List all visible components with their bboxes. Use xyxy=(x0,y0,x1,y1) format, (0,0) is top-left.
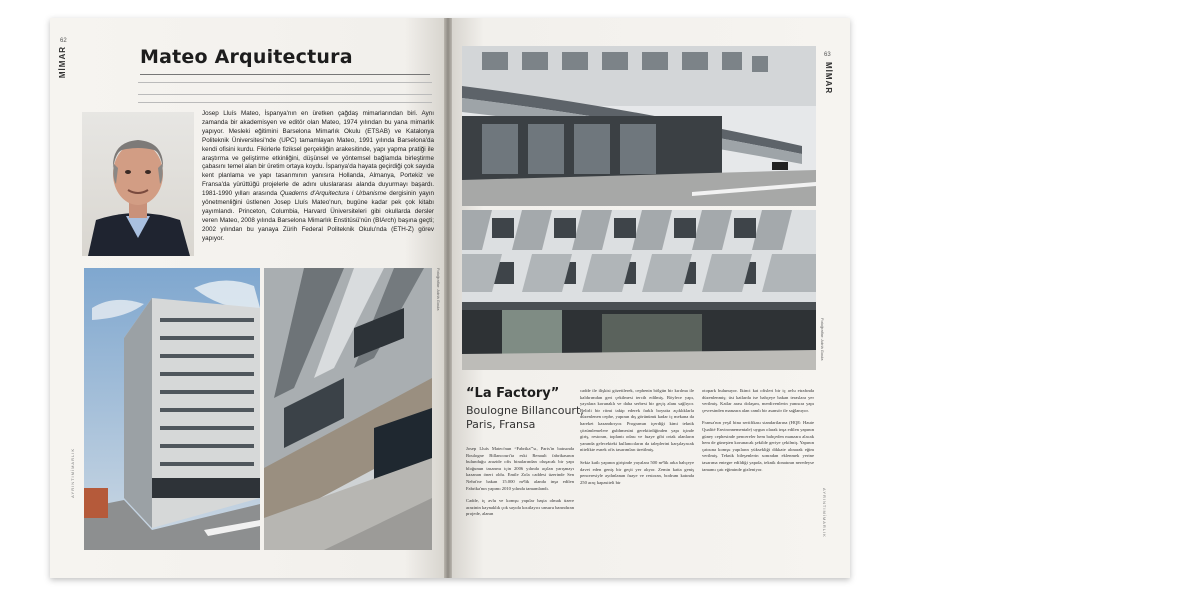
building-photo-facade xyxy=(264,268,432,550)
project-title: “La Factory” xyxy=(466,386,560,401)
building-photo-entrance xyxy=(462,210,816,370)
architect-portrait xyxy=(82,112,194,256)
page-number-left: 62 xyxy=(60,38,67,44)
title-rule xyxy=(140,74,430,75)
project-text-col2: cadde ile ilişkisi gözetilerek, cephenin bölgün bir kırılma ile kaldırımdan geri çekilmesi tercih edilmiş. Böylece yapı, yayalara korunaklı ve daha serbest bir geçiş alanı sağlıyor. Belirli bir ritmi takip ederek farklı boyutta açıklıklarla düzenlenen cephe, yapının dış görünümü kadar iç mekana da hareket kazandırıyor. Programın içerdiği kimi teknik çözümlemelere gubhmesini gerektirdiğinden yapı içinde giriş, restoran, toplantı odası ve fuaye gibi ortak alanların yanında gelecekteki kullanıcıların da taleplerini karşılayacak nitelikte esnek ofis tasarımları üretilmiş. Sekiz katlı yapının girişinde yayalara 500 m²lik arka bahçeye davet eden geniş bir geçit yer alıyor. Zemin katta geniş penceresiyle aydınlanan fuaye ve restoran, bodrum katında 250 araç kapasiteli bir xyxy=(580,388,694,485)
page-number-right: 63 xyxy=(824,52,831,58)
project-text-col1: Josep Lluís Mateo'nun “Fabrika”'sı, Paris'in batısında Boulogne Billancourt'ta eski Renault fabrikasının bulunduğu arazide ofis binalarından oluşacak bir yapı bloğunun tasarımı için 2006 yılında açılan yarışmayı kazanan öneri oldu. Emile Zola caddesi üzerinde Sen Nehri'ne bakan 15.000 m²lik alanda inşa edilen Fabrika'nın yapımı 2010 yılında tamamlandı. Cadde, iç avlu ve komşu yapılar başta olmak üzere arazinin kaynaklık çok sayıda kısıtlayıcı unsuru barındıran projede, alanın xyxy=(466,446,574,517)
section-label-left: AYRINTIMİMARLIK xyxy=(70,448,75,498)
photo-credit-left: Fotoğraflar: Adrià Goula xyxy=(436,268,441,311)
hairline xyxy=(138,94,432,95)
magazine-name-right: MİMAR xyxy=(824,62,833,95)
magazine-spread xyxy=(50,18,850,578)
section-label-right: AYRINTIMİMARLIK xyxy=(822,488,827,538)
spine-gutter xyxy=(444,18,452,578)
architect-bio: Josep Lluís Mateo, İspanya'nın en üretken çağdaş mimarlarından biri. Aynı zamanda bir akademisyen ve editör olan Mateo, 1974 yılından bu yana mimarlık yapıyor. Mesleki eğitimini Barselona Mimarlık Okulu (ETSAB) ve Katalonya Politeknik Üniversitesi'nde (UPC) tamamlayan Mateo, 1991 yılında Barselona'da kendi ofisini kurdu. Fikirlerle fiziksel gerçekliğin arakesitinde, yapı yapma pratiği ile araştırma ve geliştirme etkinliğini, düşünsel ve yöntemsel bağlamda birleştirme çabasını temel alan bir üretim ortaya koydu. İspanya'da hayata geçirdiği çok sayıda kent planlama ve yapı tasarımının yanısıra Hollanda, Almanya, Portekiz ve Fransa'da yürüttüğü projelerle de adını uluslararası alanda duyurmayı başardı. 1981-1990 yılları arasında Quaderns d'Arquitectura i Urbanisme dergisinin yayın yönetmenliğini üstlenen Josep Lluís Mateo'nun, bugüne kadar pek çok kitabı yayımlandı. Princeton, Columbia, Harvard Üniversiteleri gibi okullarda dersler veren Mateo, 2008 yılında Barselona Mimarlık Enstitüsü'nün (BIArch) başına geçti; 2002 yılından bu yanaya Zürih Federal Politeknik Okulu'nda (ETH-Z) görev yapıyor. xyxy=(202,110,435,242)
left-page xyxy=(50,18,444,578)
building-photo-street xyxy=(462,46,816,206)
hairline xyxy=(138,82,432,83)
hairline xyxy=(138,102,432,103)
building-photo-corner xyxy=(84,268,260,550)
photo-credit-right: Fotoğraflar: Adrià Goula xyxy=(820,318,825,361)
project-location: Boulogne Billancourt, Paris, Fransa xyxy=(466,404,584,431)
project-text-col3: otopark bulunuyor. Ikinci kat ofisleri bir iç avlu etrafında düzenlenmiş; üst katlarda ise bahçeye bakan teraslara yer verilmiş. Katlar arası dolaşım, merdivenlerin yanısıra yapı çevresinden manzara alan camlı bir asansör ile sağlanıyor. Fransa'nın yeşil bina sertifikası standartlarına (HQE: Haute Qualité Environnementale) uygun olarak inşa edilen yapının güney cephesinde pencereler hem bahçeden manzara alacak hem de güneşten korunacak şekilde geriye çekilmiş. Yapının çatısına komşu yapıların yüksekliği dikkate alınarak eğim verilmiş. Teknik bileşenlerin sonradan eklenmek yerine tasarıma entegre edildiği yapıda, teknik donatının neredeyse tamamı çatı eğiminde gizleniyor. xyxy=(702,388,814,472)
right-page xyxy=(452,18,850,578)
article-title: Mateo Arquitectura xyxy=(140,46,353,68)
magazine-name-left: MİMAR xyxy=(58,46,67,79)
